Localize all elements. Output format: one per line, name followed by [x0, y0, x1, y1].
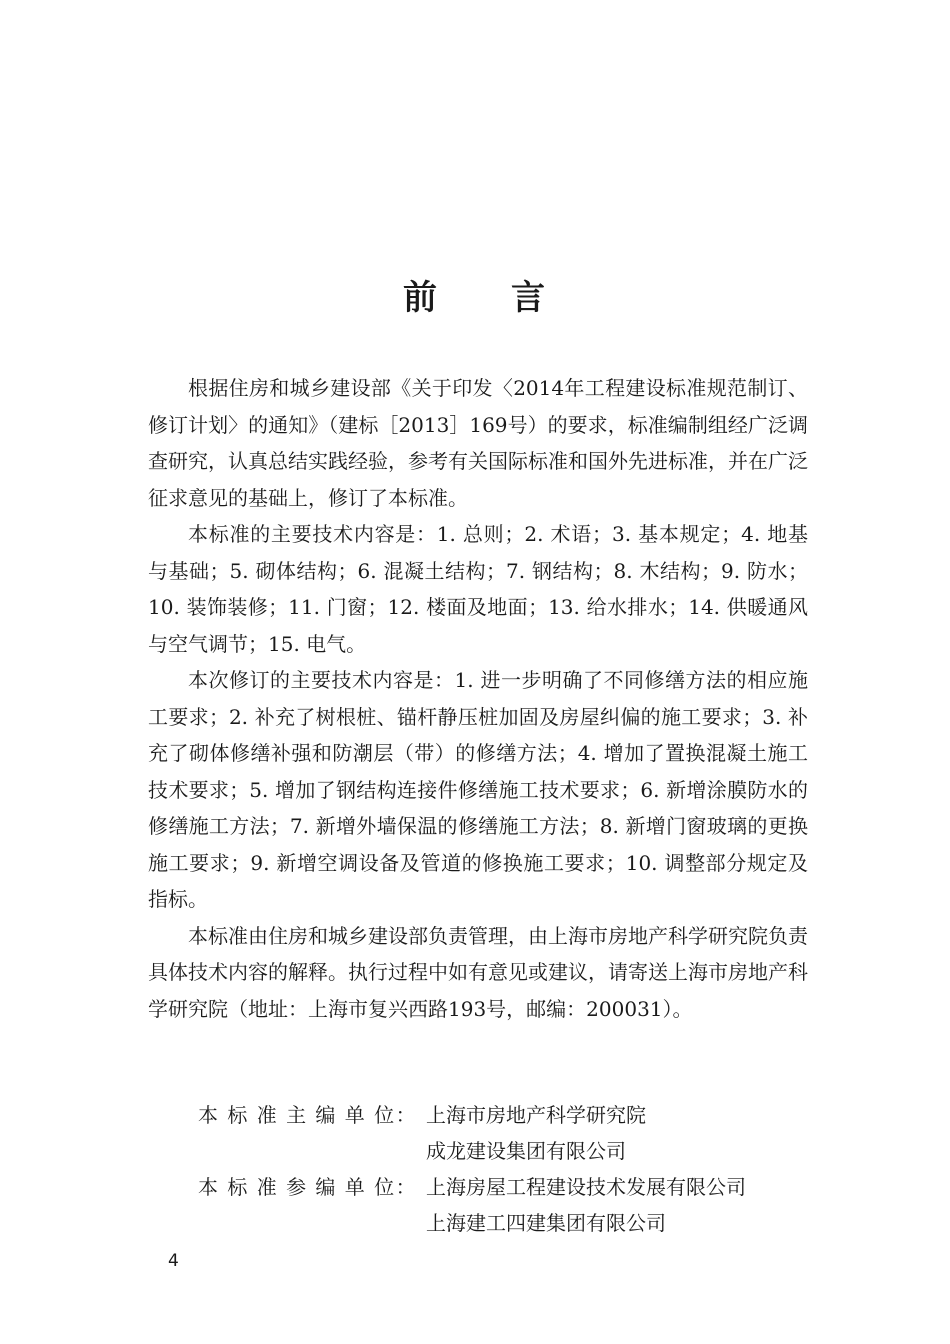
page-title	[0, 270, 950, 319]
chief-editor-unit: 成龙建设集团有限公司	[426, 1139, 626, 1163]
participating-label: 本 标 准 参 编 单 位：	[198, 1175, 418, 1199]
participating-unit: 上海建工四建集团有限公司	[426, 1211, 666, 1235]
chief-editor-label: 本 标 准 主 编 单 位：	[198, 1103, 418, 1127]
participating-unit: 上海房屋工程建设技术发展有限公司	[426, 1175, 746, 1199]
title-char-2: 言	[511, 278, 547, 318]
participating-units	[198, 1169, 746, 1241]
preface-body	[148, 370, 808, 1027]
participating-list	[426, 1169, 746, 1241]
chief-editor-unit: 上海市房地产科学研究院	[426, 1103, 646, 1127]
paragraph-revision-content: 本次修订的主要技术内容是：1. 进一步明确了不同修缮方法的相应施工要求；2. 补充了树根桩、锚杆静压桩加固及房屋纠偏的施工要求；3. 补充了砌体修缮补强和防潮层（带）的修缮方法；4. 增加了置换混凝土施工技术要求；5. 增加了钢结构连接件修缮施工技术要求；6. 新增涂膜防水的修缮施工方法；7. 新增外墙保温的修缮施工方法；8. 新增门窗玻璃的更换施工要求；9. 新增空调设备及管道的修换施工要求；10. 调整部分规定及指标。	[148, 668, 808, 911]
paragraph-management: 本标准由住房和城乡建设部负责管理，由上海市房地产科学研究院负责具体技术内容的解释。执行过程中如有意见或建议，请寄送上海市房地产科学研究院（地址：上海市复兴西路193号，邮编：200031）。	[148, 923, 808, 1021]
editing-units	[198, 1097, 746, 1241]
chief-editor-units	[198, 1097, 746, 1169]
page-number: 4	[168, 1251, 179, 1271]
chief-editor-list	[426, 1097, 646, 1169]
title-char-1: 前	[403, 278, 439, 318]
paragraph-main-content: 本标准的主要技术内容是：1. 总则；2. 术语；3. 基本规定；4. 地基与基础；5. 砌体结构；6. 混凝土结构；7. 钢结构；8. 木结构；9. 防水；10. 装饰装修；11. 门窗；12. 楼面及地面；13. 给水排水；14. 供暖通风与空气调节；15. 电气。	[148, 522, 808, 656]
paragraph-basis: 根据住房和城乡建设部《关于印发〈2014年工程建设标准规范制订、修订计划〉的通知》（建标［2013］169号）的要求，标准编制组经广泛调查研究，认真总结实践经验，参考有关国际标准和国外先进标准，并在广泛征求意见的基础上，修订了本标准。	[148, 376, 808, 510]
